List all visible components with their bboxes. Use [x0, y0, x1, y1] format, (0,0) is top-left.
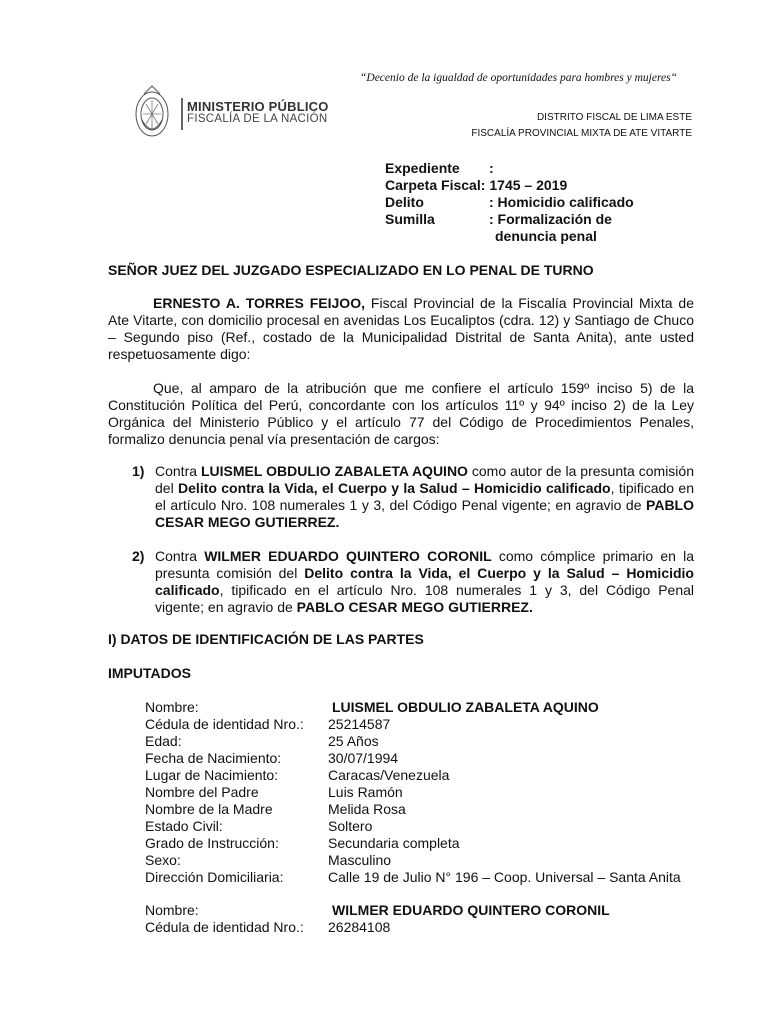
field-label: Lugar de Nacimiento:: [145, 767, 279, 783]
victim-name: PABLO CESAR MEGO GUTIERREZ.: [155, 497, 694, 530]
charge-number: 2): [132, 548, 145, 564]
crime-name: Delito contra la Vida, el Cuerpo y la Salud – Homicidio calificado: [155, 565, 694, 598]
field-value: Melida Rosa: [328, 801, 406, 817]
accused-name: LUISMEL OBDULIO ZABALETA AQUINO: [200, 463, 468, 479]
table-row: [145, 852, 695, 869]
field-label: Sexo:: [145, 852, 181, 868]
field-label: Edad:: [145, 733, 182, 749]
intro-paragraph: [108, 295, 694, 363]
table-row: [145, 699, 695, 716]
field-value: Caracas/Venezuela: [328, 767, 450, 783]
field-label: Cédula de identidad Nro.:: [145, 919, 304, 935]
charge-text: , tipificado en el artículo Nro. 108 numerales 1 y 3, del Código Penal vigente; en agravio de: [155, 582, 694, 615]
district-header: [471, 110, 692, 142]
field-value: 30/07/1994: [328, 750, 399, 766]
sumilla-value-continued: denuncia penal: [495, 228, 597, 244]
table-row: [145, 716, 695, 733]
district-name: DISTRITO FISCAL DE LIMA ESTE: [536, 112, 692, 123]
field-value: WILMER EDUARDO QUINTERO CORONIL: [332, 902, 610, 918]
carpeta-label: Carpeta Fiscal:: [385, 177, 486, 193]
table-row: [145, 784, 695, 801]
delito-value: : Homicidio calificado: [489, 194, 634, 210]
charge-text: como cómplice primario en la presunta comisión del: [155, 548, 694, 581]
section-heading: IMPUTADOS: [108, 665, 191, 681]
logo-title: MINISTERIO PÚBLICO: [187, 99, 329, 114]
motto-text: “Decenio de la igualdad de oportunidades para hombres y mujeres“: [360, 72, 677, 84]
field-label: Cédula de identidad Nro.:: [145, 716, 304, 732]
table-row: [145, 733, 695, 750]
charge-item: [155, 548, 694, 616]
table-row: [145, 818, 695, 835]
sumilla-value: : Formalización de: [489, 211, 612, 227]
field-value: Secundaria completa: [328, 835, 460, 851]
table-row: [145, 767, 695, 784]
sumilla-label: Sumilla: [385, 211, 435, 227]
field-label: Grado de Instrucción:: [145, 835, 279, 851]
charge-text: Contra: [155, 463, 201, 479]
field-label: Nombre:: [145, 699, 199, 715]
intro-text: Fiscal Provincial de la Fiscalía Provincial Mixta de Ate Vitarte, con domicilio procesal en avenidas Los Eucaliptos (cdra. 12) y Santiago de Chuco – Segundo piso (Ref., costado de la Municipalidad Distrital de Santa Anita), ante usted respetuosamente digo:: [108, 295, 694, 362]
basis-paragraph: [108, 380, 694, 448]
addressee-heading: SEÑOR JUEZ DEL JUZGADO ESPECIALIZADO EN LO PENAL DE TURNO: [108, 262, 594, 278]
delito-label: Delito: [385, 194, 424, 210]
field-label: Nombre del Padre: [145, 784, 259, 800]
charge-item: [155, 463, 694, 531]
field-label: Dirección Domiciliaria:: [145, 869, 284, 885]
charge-number: 1): [132, 463, 145, 479]
field-value: Soltero: [328, 818, 373, 834]
section-heading: I) DATOS DE IDENTIFICACIÓN DE LAS PARTES: [108, 631, 424, 647]
basis-text: Que, al amparo de la atribución que me confiere el artículo 159º inciso 5) de la Constitución Política del Perú, concordante con los artículos 11º y 94º inciso 2) de la Ley Orgánica del Ministerio Público y el artículo 77 del Código de Procedimientos Penales, formalizo denuncia penal vía presentación de cargos:: [108, 380, 694, 447]
field-label: Nombre de la Madre: [145, 801, 273, 817]
field-label: Estado Civil:: [145, 818, 223, 834]
field-label: Nombre:: [145, 902, 199, 918]
table-row: [145, 869, 695, 886]
logo-subtitle: FISCALÍA DE LA NACIÓN: [187, 113, 328, 125]
field-value: Masculino: [328, 852, 392, 868]
table-row: [145, 801, 695, 818]
identification-table: [145, 699, 695, 936]
expediente-label: Expediente: [385, 160, 460, 176]
table-row: [145, 919, 695, 936]
victim-name: PABLO CESAR MEGO GUTIERREZ.: [296, 599, 533, 615]
office-name: FISCALÍA PROVINCIAL MIXTA DE ATE VITARTE: [471, 128, 692, 139]
field-value: Calle 19 de Julio N° 196 – Coop. Universal – Santa Anita: [328, 869, 681, 885]
table-row: [145, 835, 695, 852]
expediente-value: :: [489, 160, 494, 176]
field-value: Luis Ramón: [328, 784, 403, 800]
ministerio-publico-logo: [130, 80, 330, 144]
accused-name: WILMER EDUARDO QUINTERO CORONIL: [204, 548, 492, 564]
field-value: 25214587: [328, 716, 391, 732]
table-row: [145, 902, 695, 919]
charge-text: Contra: [155, 548, 205, 564]
case-fields: [385, 160, 634, 245]
field-label: Fecha de Nacimiento:: [145, 750, 282, 766]
prosecutor-name: ERNESTO A. TORRES FEIJOO,: [153, 295, 365, 311]
carpeta-value: 1745 – 2019: [489, 177, 568, 193]
charge-text: , tipificado en el artículo Nro. 108 numerales 1 y 3, del Código Penal vigente; en agravio de: [155, 480, 695, 513]
charge-text: como autor de la presunta comisión del: [155, 463, 694, 496]
field-value: 26284108: [328, 919, 391, 935]
table-row: [145, 750, 695, 767]
crime-name: Delito contra la Vida, el Cuerpo y la Salud – Homicidio calificado: [178, 480, 611, 496]
field-value: LUISMEL OBDULIO ZABALETA AQUINO: [332, 699, 599, 715]
field-value: 25 Años: [328, 733, 379, 749]
